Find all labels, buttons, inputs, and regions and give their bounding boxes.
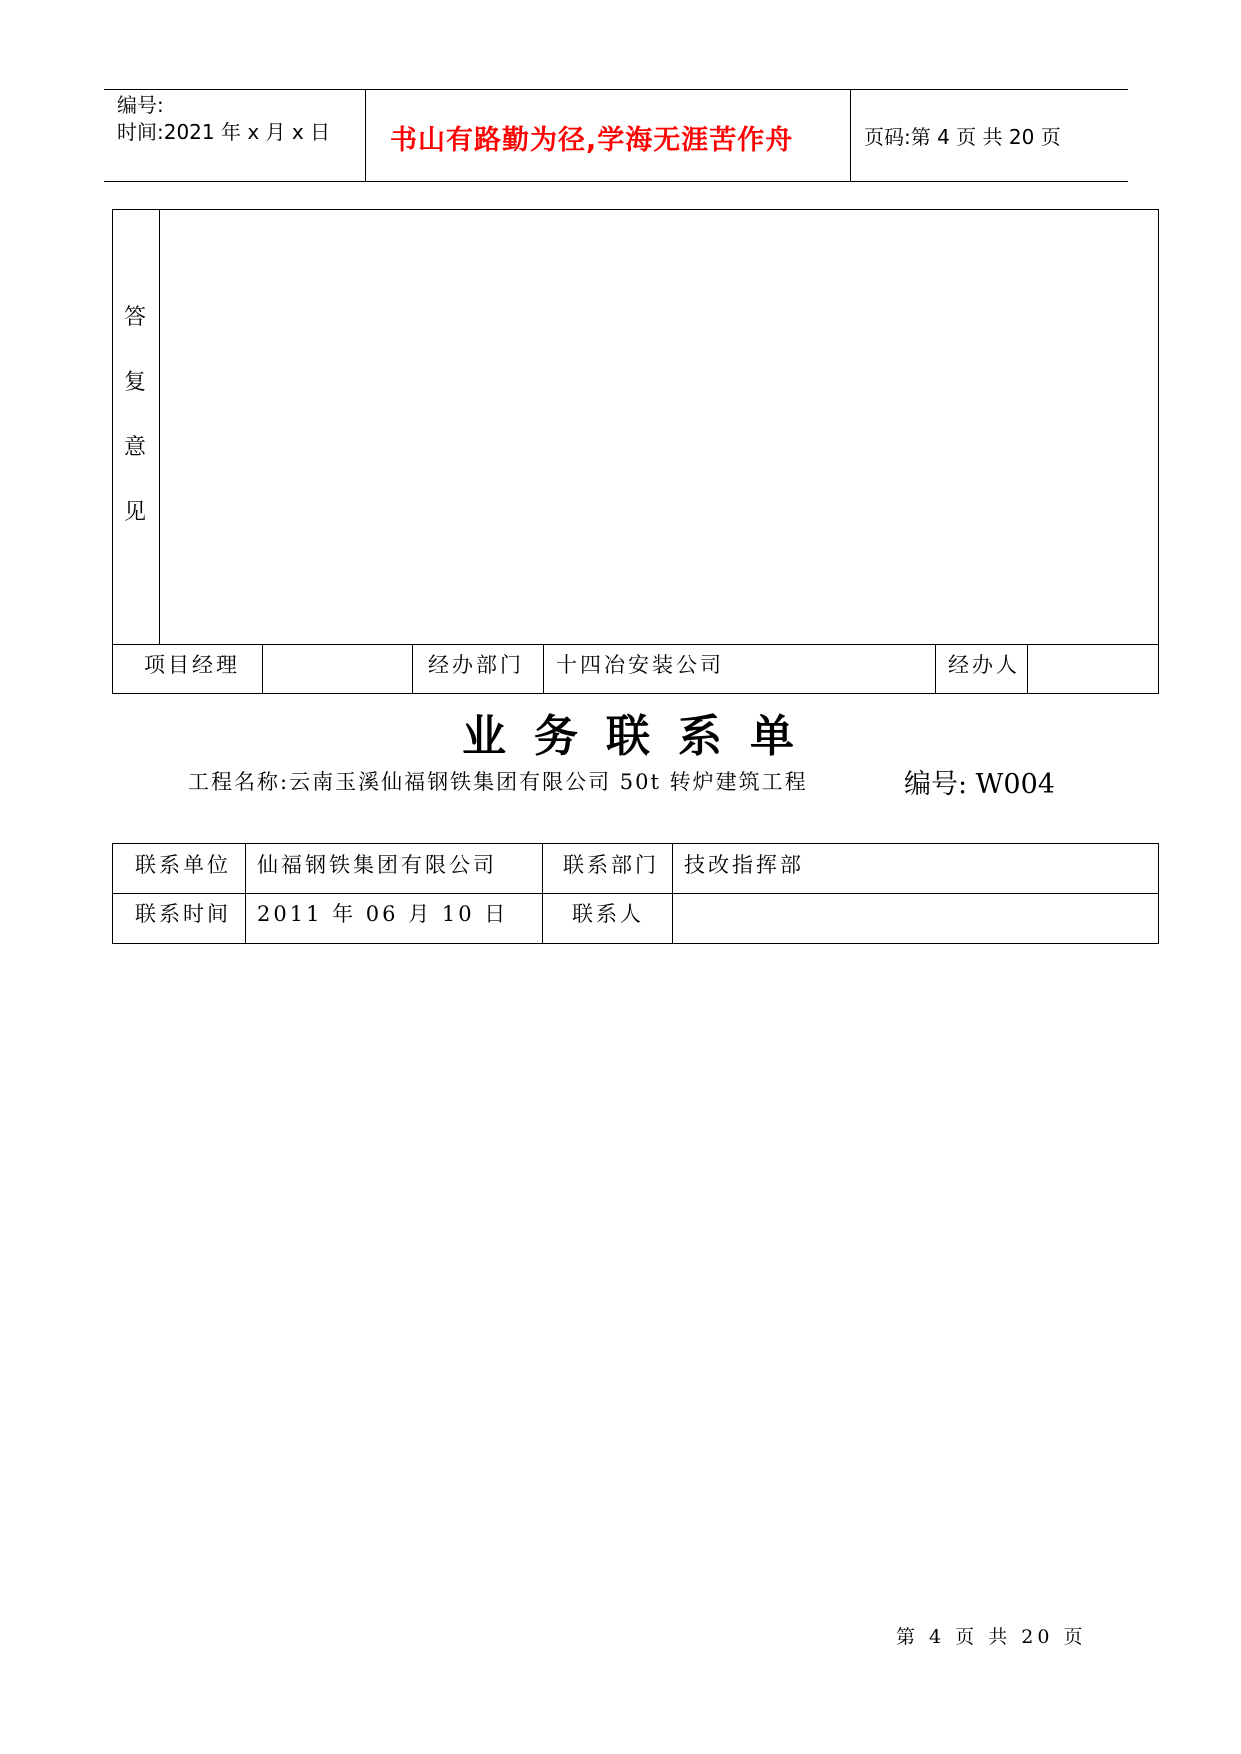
header-motto: 书山有路勤为径,学海无涯苦作舟 — [390, 125, 794, 156]
reply-col-divider-2 — [412, 644, 413, 694]
header-number-label: 编号: — [117, 93, 164, 117]
page-footer: 第 4 页 共 20 页 — [896, 1626, 1087, 1648]
contact-time-value: 2011 年 06 月 10 日 — [257, 902, 509, 926]
reply-col-divider-5 — [1027, 644, 1028, 694]
contact-col-divider-2 — [542, 843, 543, 944]
contact-table-row-rule — [112, 893, 1159, 894]
handling-dept-value: 十四冶安装公司 — [556, 653, 724, 677]
project-manager-label: 项目经理 — [144, 653, 240, 677]
reply-col-divider-3 — [543, 644, 544, 694]
reply-footer-rule — [112, 644, 1159, 645]
handling-dept-label: 经办部门 — [428, 653, 524, 677]
contact-col-divider-1 — [245, 843, 246, 944]
header-bottom-rule — [104, 181, 1128, 182]
contact-unit-value: 仙福钢铁集团有限公司 — [257, 853, 497, 877]
contact-col-divider-3 — [672, 843, 673, 944]
reply-opinion-area — [160, 210, 1158, 643]
reply-label-char-1: 答 — [124, 305, 147, 330]
contact-dept-label: 联系部门 — [563, 853, 659, 877]
project-name-line: 工程名称:云南玉溪仙福钢铁集团有限公司 50t 转炉建筑工程 — [188, 770, 808, 794]
form-code: 编号: W004 — [904, 769, 1055, 800]
reply-col-divider-4 — [935, 644, 936, 694]
header-page-label: 页码:第 4 页 共 20 页 — [864, 125, 1061, 149]
contact-person-label: 联系人 — [572, 902, 644, 926]
reply-label-char-3: 意 — [124, 435, 147, 460]
header-top-rule — [104, 89, 1128, 90]
form-title: 业务联系单 — [462, 711, 822, 762]
reply-label-char-2: 复 — [124, 370, 147, 395]
contact-time-label: 联系时间 — [135, 902, 231, 926]
header-time-label: 时间:2021 年 x 月 x 日 — [117, 120, 331, 144]
handler-label: 经办人 — [948, 653, 1020, 677]
header-divider-left — [365, 89, 366, 181]
contact-dept-value: 技改指挥部 — [684, 853, 804, 877]
reply-label-char-4: 见 — [124, 500, 147, 525]
contact-unit-label: 联系单位 — [135, 853, 231, 877]
header-divider-right — [850, 89, 851, 181]
reply-col-divider-1 — [262, 644, 263, 694]
